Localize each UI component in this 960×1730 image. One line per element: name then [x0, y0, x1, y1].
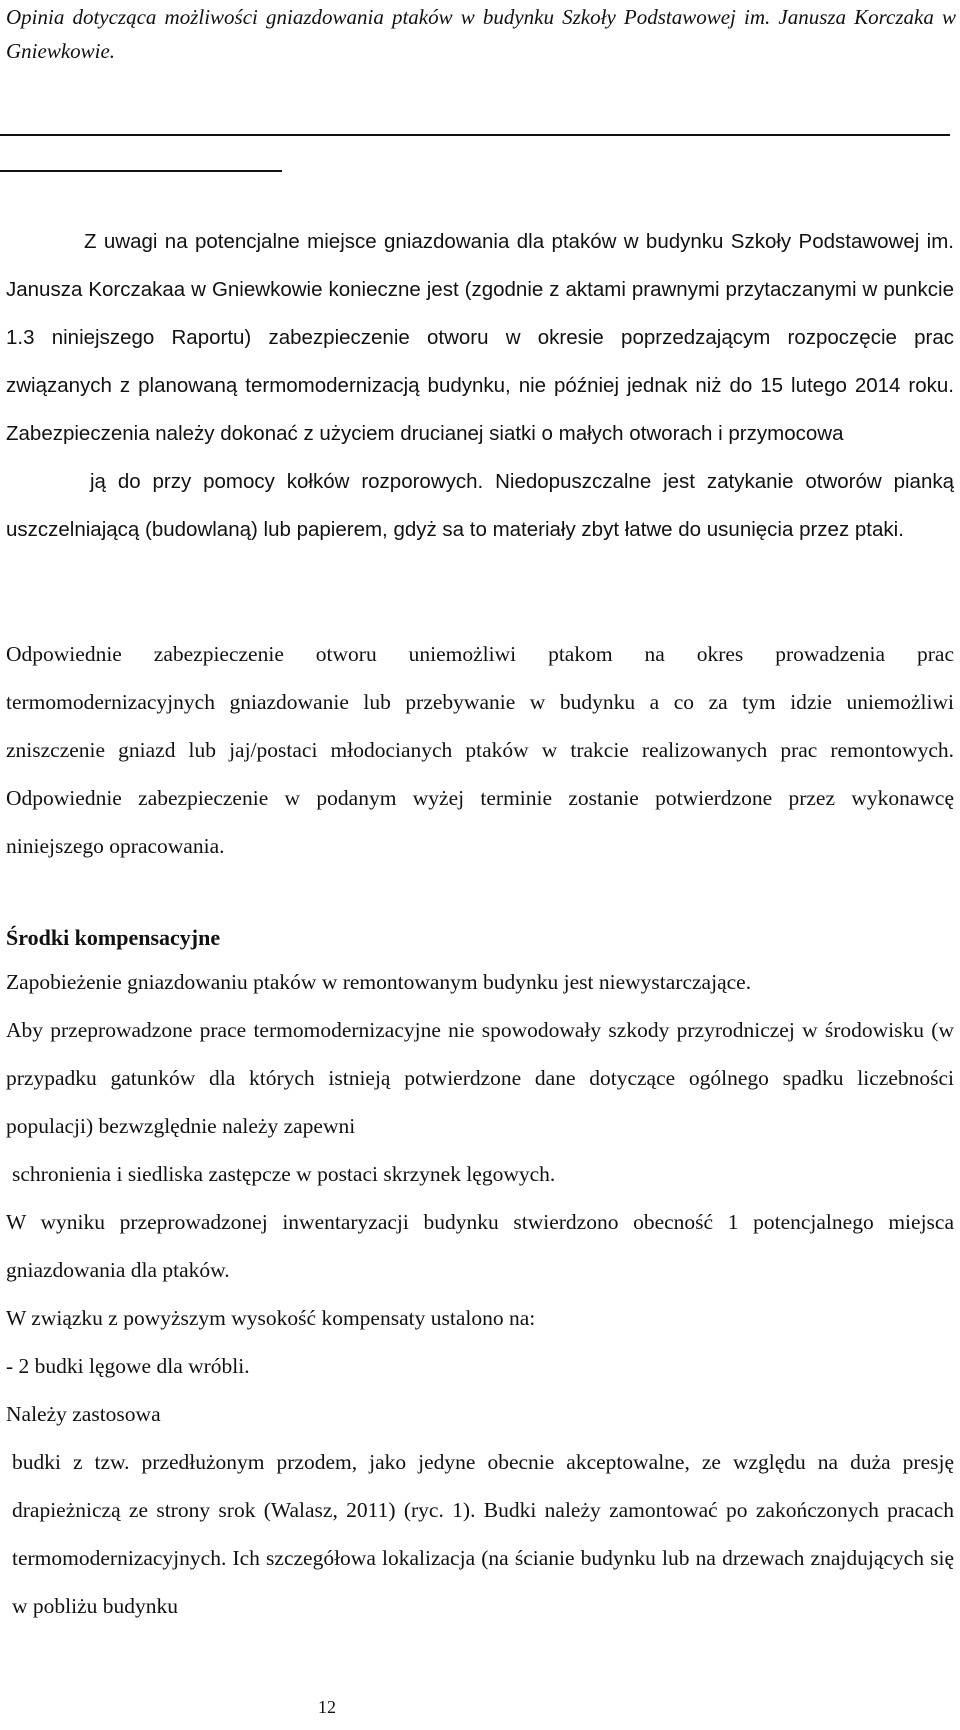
horizontal-rule-short [0, 170, 282, 172]
list-item-nest-boxes: - 2 budki lęgowe dla wróbli. [6, 1354, 250, 1378]
paragraph-damage-part2: schronienia i siedliska zastępcze w postaci skrzynek lęgowych. [12, 1162, 556, 1186]
paragraph-damage-part1: Aby przeprowadzone prace termomodernizacyjne nie spowodowały szkody przyrodniczej w środowisku (w przypadku gatunków dla których istnieją potwierdzone dane dotyczące ogólnego spadku liczebności populacji) bezwzględnie należy zapewni [6, 1018, 954, 1138]
paragraph-compensation-amount: W związku z powyższym wysokość kompensaty ustalono na: [6, 1306, 536, 1330]
paragraph-securing-part2: ją do przy pomocy kołków rozporowych. Niedopuszczalne jest zatykanie otworów pianką uszczelniającą (budowlaną) lub papierem, gdyż sa to materiały zbyt łatwe do usunięcia przez ptaki. [6, 470, 954, 541]
page-number: 12 [318, 1697, 336, 1717]
section-compensation [6, 958, 954, 1630]
paragraph-should-apply: Należy zastosowa [6, 1402, 161, 1426]
paragraph-effect: Odpowiednie zabezpieczenie otworu uniemożliwi ptakom na okres prowadzenia prac termomodernizacyjnych gniazdowanie lub przebywanie w budynku a co za tym idzie uniemożliwi zniszczenie gniazd lub jaj/postaci młodocianych ptaków w trakcie realizowanych prac remontowych. Odpowiednie zabezpieczenie w podanym wyżej terminie zostanie potwierdzone przez wykonawcę niniejszego opracowania. [6, 642, 954, 858]
paragraph-box-type: budki z tzw. przedłużonym przodem, jako jedyne obecnie akceptowalne, ze względu na duża presję drapieżniczą ze strony srok (Walasz, 2011) (ryc. 1). Budki należy zamontować po zakończonych pracach termomodernizacyjnych. Ich szczegółowa lokalizacja (na ścianie budynku lub na drzewach znajdujących się w pobliżu budynku [12, 1450, 954, 1618]
section-heading-compensation: Środki kompensacyjne [6, 925, 221, 950]
section-effect [6, 630, 954, 870]
horizontal-rule-long [0, 134, 950, 136]
paragraph-insufficient: Zapobieżenie gniazdowaniu ptaków w remontowanym budynku jest niewystarczające. [6, 970, 752, 994]
paragraph-securing-part1: Z uwagi na potencjalne miejsce gniazdowania dla ptaków w budynku Szkoły Podstawowej im. Janusza Korczakaa w Gniewkowie konieczne jest (zgodnie z aktami prawnymi przytaczanymi w punkcie 1.3 niniejszego Raportu) zabezpieczenie otworu w okresie poprzedzającym rozpoczęcie prac związanych z planowaną termomodernizacją budynku, nie później jednak niż do 15 lutego 2014 roku. Zabezpieczenia należy dokonać z użyciem drucianej siatki o małych otworach i przymocowa [6, 230, 954, 445]
paragraph-inventory: W wyniku przeprowadzonej inwentaryzacji budynku stwierdzono obecność 1 potencjalnego miejsca gniazdowania dla ptaków. [6, 1210, 954, 1282]
section-securing-opening [6, 218, 954, 554]
document-header: Opinia dotycząca możliwości gniazdowania ptaków w budynku Szkoły Podstawowej im. Janusza Korczaka w Gniewkowie. [6, 5, 956, 63]
